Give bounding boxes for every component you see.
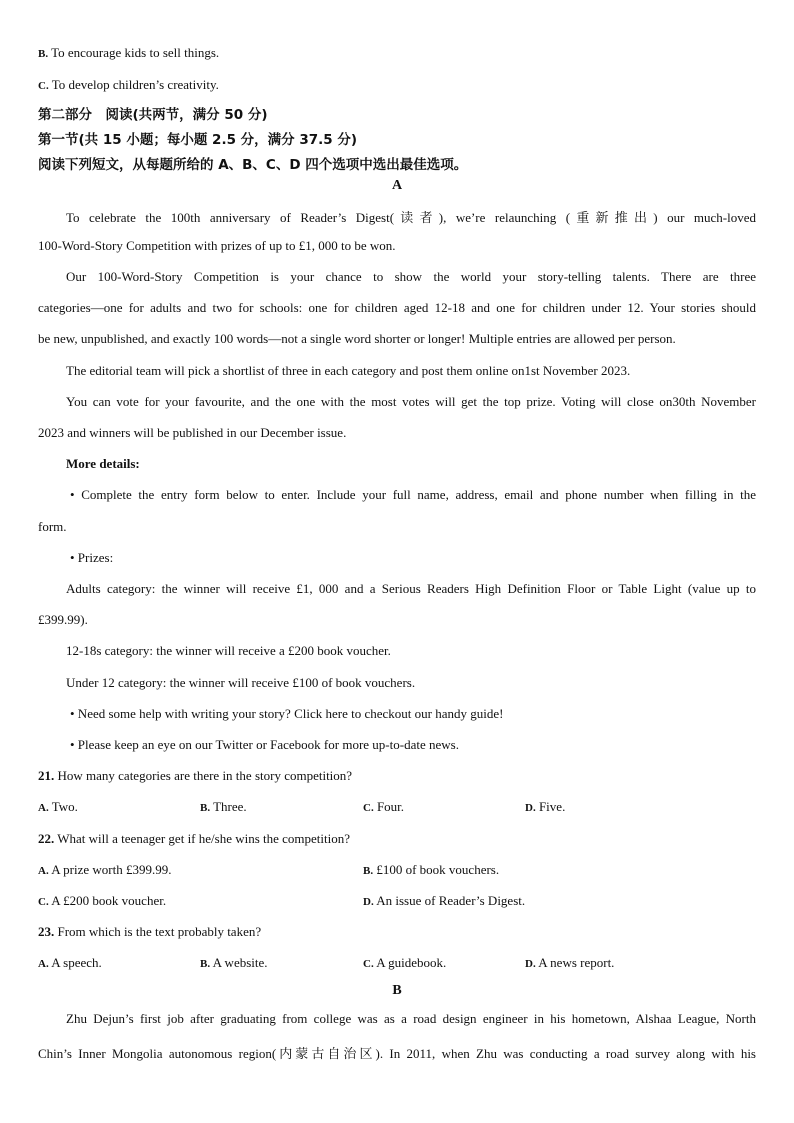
bullet-prizes: • Prizes: (70, 550, 114, 565)
option-c-prev (38, 77, 756, 93)
passage-b-line1: Zhu Dejun’s first job after graduating from college was as a road design engineer in his hometown, Alshaa League, North (66, 1011, 756, 1026)
passage-a-p2-line1: Our 100-Word-Story Competition is your chance to show the world your story-telling talents. There are three (66, 269, 756, 284)
bullet-guide: • Need some help with writing your story? Click here to checkout our handy guide! (70, 706, 504, 721)
instruction: 阅读下列短文，从每题所给的 A、B、C、D 四个选项中选出最佳选项。 (38, 157, 468, 173)
option-label: C. (363, 802, 374, 814)
option-text: Two. (51, 799, 78, 814)
q23-option-a[interactable] (38, 955, 102, 971)
passage-a-p4-line2: 2023 and winners will be published in our December issue. (38, 425, 347, 440)
bullet-entry-form-line1: • Complete the entry form below to enter. Include your full name, address, email and phone number when filling in the (70, 487, 756, 502)
option-label: D. (525, 802, 536, 814)
q21-option-c[interactable] (363, 799, 404, 815)
question-number: 21. (38, 768, 55, 783)
option-text: £100 of book vouchers. (376, 862, 500, 877)
option-text: A £200 book voucher. (51, 893, 167, 908)
option-label: B. (200, 802, 211, 814)
option-label: A. (38, 958, 49, 970)
option-label: A. (38, 802, 49, 814)
question-stem: From which is the text probably taken? (57, 924, 262, 939)
passage-a-p2-line2: categories—one for adults and two for schools: one for children aged 12-18 and one for children under 12. Your stories should (38, 300, 756, 315)
option-text: Three. (213, 799, 247, 814)
q21-option-b[interactable] (200, 799, 247, 815)
passage-a-p2-line3: be new, unpublished, and exactly 100 words—not a single word shorter or longer! Multiple entries are allowed per person. (38, 331, 676, 346)
q22-option-a[interactable] (38, 862, 171, 878)
question-23 (38, 924, 756, 940)
passage-a-p4-line1: You can vote for your favourite, and the one with the most votes will get the top prize. Voting will close on30th November (66, 394, 756, 409)
q22-option-d[interactable] (363, 893, 525, 909)
passage-a-heading: A (391, 178, 403, 193)
under12-category: Under 12 category: the winner will receive £100 of book vouchers. (66, 675, 416, 690)
q22-option-c[interactable] (38, 893, 166, 909)
option-text: A guidebook. (376, 955, 447, 970)
option-text: A website. (212, 955, 268, 970)
bullet-entry-form-line2: form. (38, 519, 67, 534)
option-label: B. (363, 865, 374, 877)
adults-category-line2: £399.99). (38, 612, 88, 627)
passage-a-p1-line1: To celebrate the 100th anniversary of Reader’s Digest(读者), we’re relaunching (重新推出) our much-loved (66, 210, 756, 225)
more-details-heading: More details: (66, 456, 140, 471)
option-label: B. (38, 48, 49, 60)
q23-option-b[interactable] (200, 955, 268, 971)
option-text: A prize worth £399.99. (51, 862, 172, 877)
question-22 (38, 831, 756, 847)
teens-category: 12-18s category: the winner will receive a £200 book voucher. (66, 643, 391, 658)
option-label: A. (38, 865, 49, 877)
bullet-social: • Please keep an eye on our Twitter or Facebook for more up-to-date news. (70, 737, 459, 752)
option-label: D. (525, 958, 536, 970)
option-text: To develop children’s creativity. (51, 77, 219, 92)
option-label: B. (200, 958, 211, 970)
option-label: C. (38, 80, 49, 92)
option-text: A news report. (538, 955, 615, 970)
passage-a-p1-line2: 100-Word-Story Competition with prizes of up to £1, 000 to be won. (38, 238, 396, 253)
option-label: C. (363, 958, 374, 970)
option-text: An issue of Reader’s Digest. (376, 893, 526, 908)
option-b-prev (38, 45, 756, 61)
passage-b-line2: Chin’s Inner Mongolia autonomous region(内蒙古自治区). In 2011, when Zhu was conducting a road survey along with his (38, 1046, 756, 1061)
question-number: 22. (38, 831, 55, 846)
q21-option-a[interactable] (38, 799, 78, 815)
q23-option-d[interactable] (525, 955, 614, 971)
option-label: D. (363, 896, 374, 908)
q23-option-c[interactable] (363, 955, 446, 971)
option-text: A speech. (51, 955, 102, 970)
question-number: 23. (38, 924, 55, 939)
question-stem: How many categories are there in the story competition? (57, 768, 353, 783)
option-label: C. (38, 896, 49, 908)
question-21 (38, 768, 756, 784)
adults-category-line1: Adults category: the winner will receive £1, 000 and a Serious Readers High Definition Floor or Table Light (value up to (66, 581, 756, 596)
option-text: To encourage kids to sell things. (51, 45, 220, 60)
option-text: Four. (376, 799, 405, 814)
section-heading: 第一节(共 15 小题；每小题 2.5 分，满分 37.5 分) (38, 132, 358, 148)
part-heading: 第二部分 阅读(共两节，满分 50 分) (38, 107, 268, 123)
passage-a-p3: The editorial team will pick a shortlist of three in each category and post them online on1st November 2023. (66, 363, 631, 378)
question-stem: What will a teenager get if he/she wins the competition? (57, 831, 351, 846)
q22-option-b[interactable] (363, 862, 499, 878)
passage-b-heading: B (392, 983, 402, 998)
q21-option-d[interactable] (525, 799, 565, 815)
option-text: Five. (538, 799, 566, 814)
